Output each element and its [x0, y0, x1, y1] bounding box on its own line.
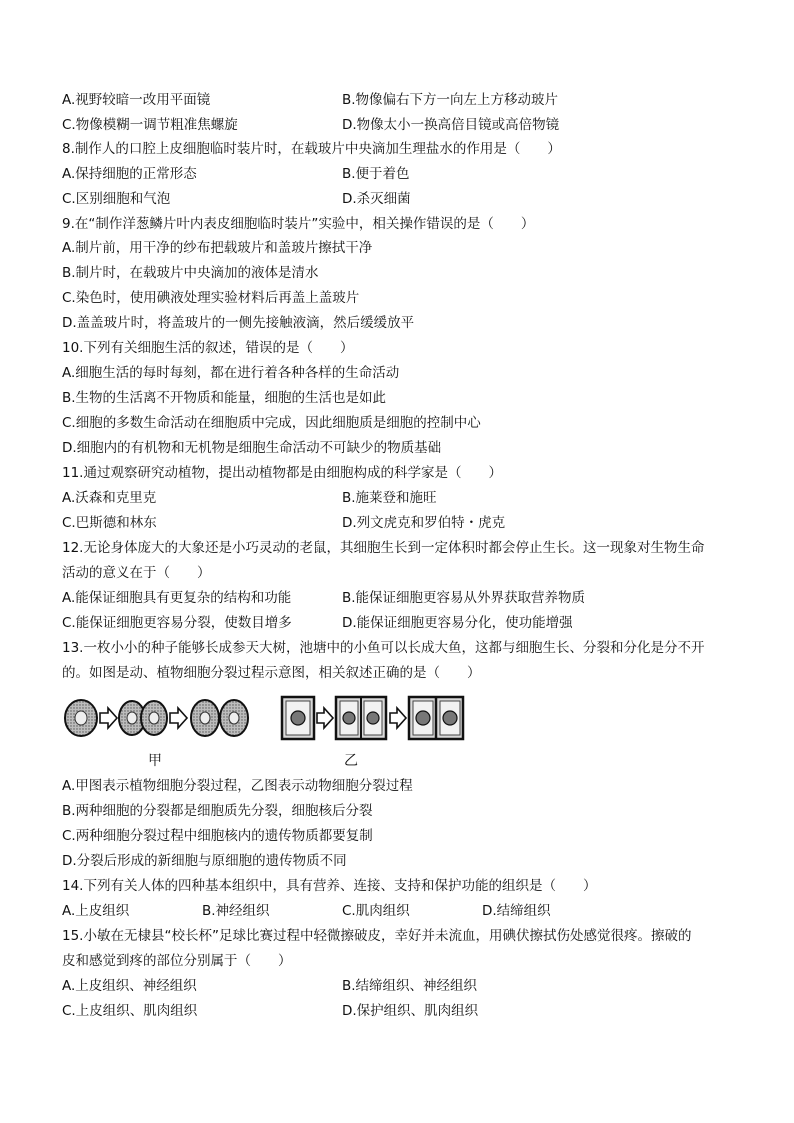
q12-option-d: D.能保证细胞更容易分化，使功能增强: [342, 615, 573, 631]
figure-label-jia: 甲: [148, 753, 162, 769]
q7-option-d: D.物像太小一换高倍目镜或高倍物镜: [342, 117, 560, 133]
figure-animal-cell-division: [64, 695, 254, 741]
q9-option-d: D.盖盖玻片时，将盖玻片的一侧先接触液滴，然后缓缓放平: [62, 315, 415, 331]
q13-stem-line1: 13.一枚小小的种子能够长成参天大树，池塘中的小鱼可以长成大鱼，这都与细胞生长、分裂和分化是分不开: [62, 640, 705, 656]
q13-option-c: C.两种细胞分裂过程中细胞核内的遗传物质都要复制: [62, 828, 373, 844]
q7-option-c: C.物像模糊一调节粗准焦螺旋: [62, 117, 238, 133]
q14-option-d: D.结缔组织: [482, 903, 551, 919]
q7-option-a: A.视野较暗一改用平面镜: [62, 92, 211, 108]
q14-option-b: B.神经组织: [202, 903, 270, 919]
q10-option-c: C.细胞的多数生命活动在细胞质中完成，因此细胞质是细胞的控制中心: [62, 415, 481, 431]
q10-option-d: D.细胞内的有机物和无机物是细胞生命活动不可缺少的物质基础: [62, 440, 442, 456]
q10-stem: 10.下列有关细胞生活的叙述，错误的是（ ）: [62, 340, 354, 356]
q9-stem: 9.在“制作洋葱鳞片叶内表皮细胞临时装片”实验中，相关操作错误的是（ ）: [62, 216, 535, 232]
q14-option-a: A.上皮组织: [62, 903, 130, 919]
q10-option-b: B.生物的生活离不开物质和能量，细胞的生活也是如此: [62, 390, 387, 406]
q10-option-a: A.细胞生活的每时每刻，都在进行着各种各样的生命活动: [62, 365, 400, 381]
q15-stem-line1: 15.小敏在无棣县“校长杯”足球比赛过程中轻微擦破皮，幸好并未流血，用碘伏擦拭伤处感觉很疼。擦破的: [62, 928, 692, 944]
figure-label-yi: 乙: [344, 753, 358, 769]
q11-option-c: C.巴斯德和林东: [62, 515, 157, 531]
q13-stem-line2: 的。如图是动、植物细胞分裂过程示意图，相关叙述正确的是（ ）: [62, 665, 481, 681]
q9-option-c: C.染色时，使用碘液处理实验材料后再盖上盖玻片: [62, 290, 360, 306]
q8-option-a: A.保持细胞的正常形态: [62, 166, 197, 182]
q13-option-d: D.分裂后形成的新细胞与原细胞的遗传物质不同: [62, 853, 347, 869]
q15-option-b: B.结缔组织、神经组织: [342, 978, 478, 994]
q14-stem: 14.下列有关人体的四种基本组织中，具有营养、连接、支持和保护功能的组织是（ ）: [62, 878, 597, 894]
q8-option-b: B.便于着色: [342, 166, 410, 182]
q12-option-a: A.能保证细胞具有更复杂的结构和功能: [62, 590, 292, 606]
q14-option-c: C.肌肉组织: [342, 903, 410, 919]
q12-stem-line1: 12.无论身体庞大的大象还是小巧灵动的老鼠，其细胞生长到一定体积时都会停止生长。这一现象对生物生命: [62, 540, 705, 556]
q12-option-b: B.能保证细胞更容易从外界获取营养物质: [342, 590, 586, 606]
figure-plant-cell-division: [280, 694, 466, 742]
q11-option-b: B.施莱登和施旺: [342, 490, 437, 506]
q9-option-b: B.制片时，在载玻片中央滴加的液体是清水: [62, 265, 319, 281]
q15-option-a: A.上皮组织、神经组织: [62, 978, 197, 994]
q9-option-a: A.制片前，用干净的纱布把载玻片和盖玻片擦拭干净: [62, 240, 373, 256]
q11-option-d: D.列文虎克和罗伯特・虎克: [342, 515, 506, 531]
q7-option-b: B.物像偏右下方一向左上方移动玻片: [342, 92, 559, 108]
q8-option-c: C.区别细胞和气泡: [62, 191, 171, 207]
q13-option-b: B.两种细胞的分裂都是细胞质先分裂，细胞核后分裂: [62, 803, 373, 819]
q11-option-a: A.沃森和克里克: [62, 490, 157, 506]
q13-option-a: A.甲图表示植物细胞分裂过程，乙图表示动物细胞分裂过程: [62, 778, 413, 794]
q8-stem: 8.制作人的口腔上皮细胞临时装片时，在载玻片中央滴加生理盐水的作用是（ ）: [62, 141, 561, 157]
q12-stem-line2: 活动的意义在于（ ）: [62, 565, 211, 581]
q8-option-d: D.杀灭细菌: [342, 191, 411, 207]
q15-stem-line2: 皮和感觉到疼的部位分别属于（ ）: [62, 953, 292, 969]
q11-stem: 11.通过观察研究动植物，提出动植物都是由细胞构成的科学家是（ ）: [62, 465, 502, 481]
q12-option-c: C.能保证细胞更容易分裂，使数目增多: [62, 615, 292, 631]
q15-option-d: D.保护组织、肌肉组织: [342, 1003, 479, 1019]
q15-option-c: C.上皮组织、肌肉组织: [62, 1003, 198, 1019]
